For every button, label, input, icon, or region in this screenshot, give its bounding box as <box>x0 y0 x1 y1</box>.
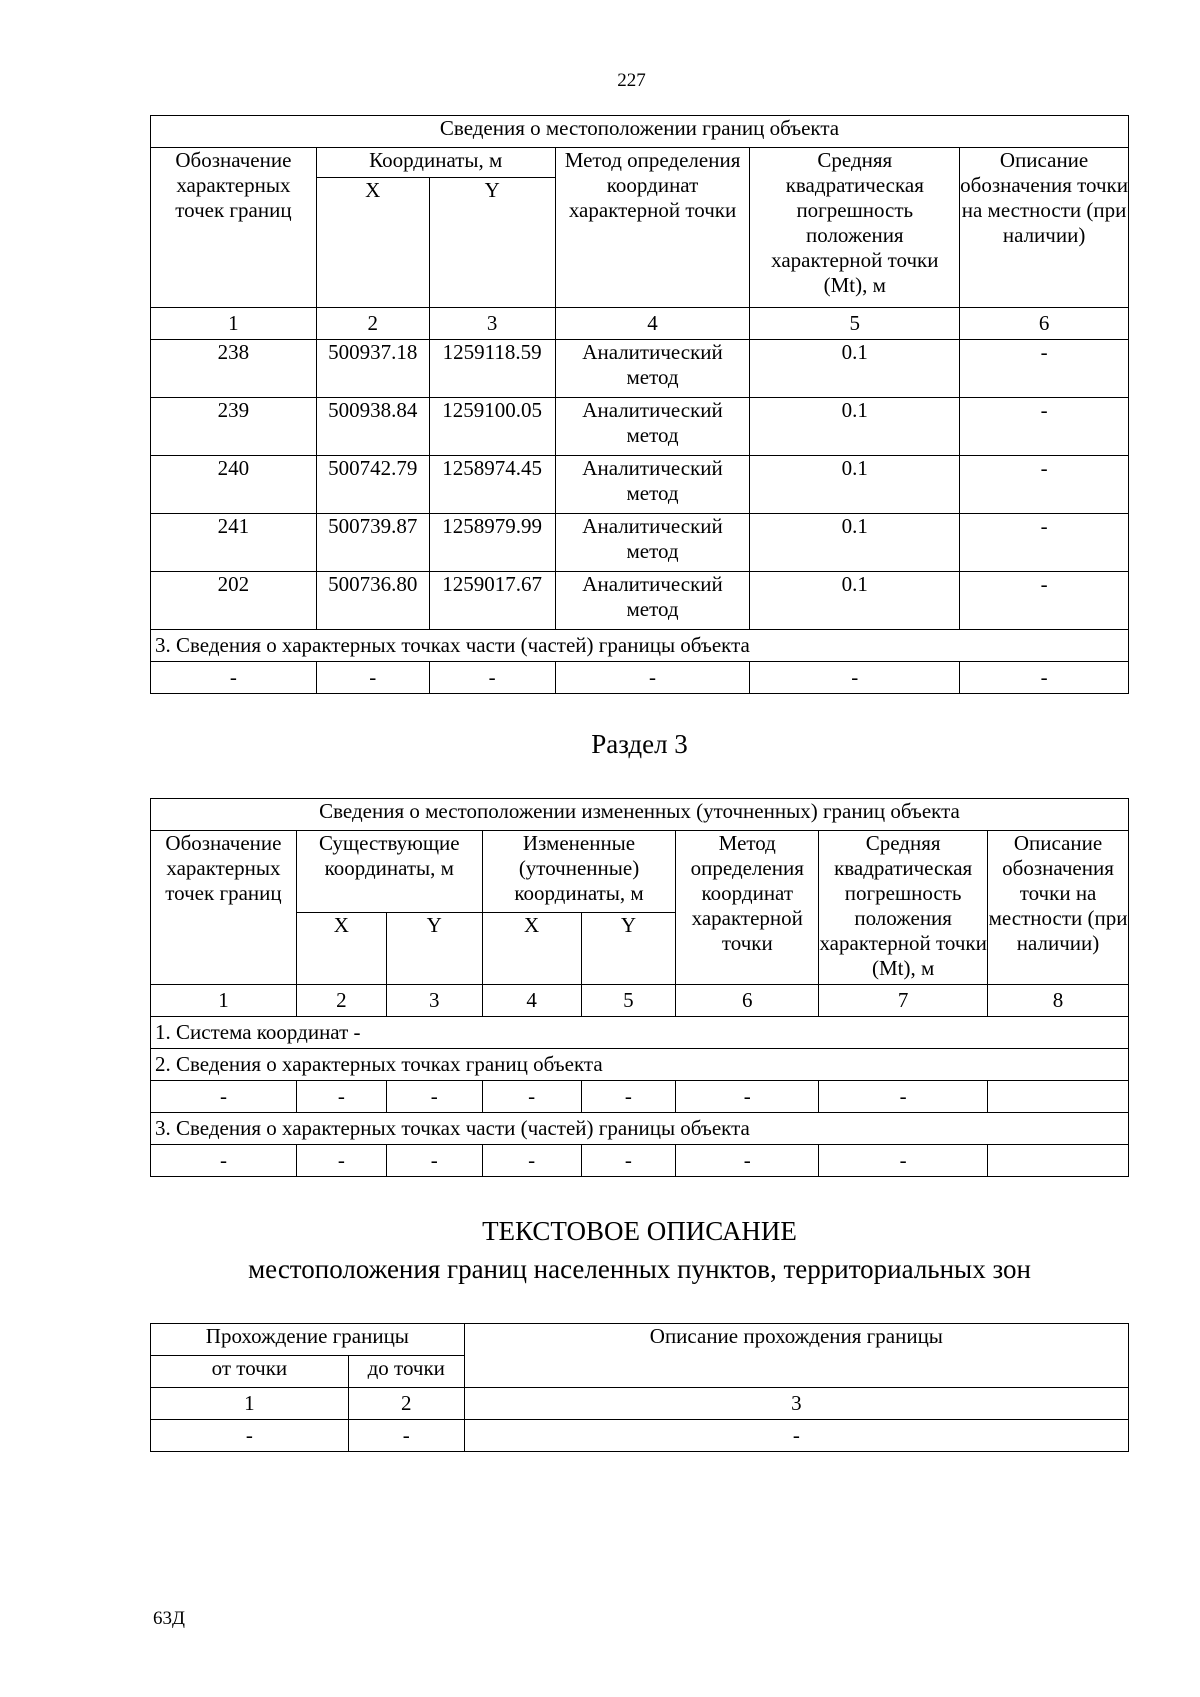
empty-cell: - <box>676 1145 819 1177</box>
table-row <box>151 340 1129 398</box>
coord-x: 500937.18 <box>316 340 429 398</box>
header-changed-coords: Измененные (уточненные) координаты, м <box>482 831 676 913</box>
method: Аналитический метод <box>555 340 750 398</box>
header-point: Обозначение характерных точек границ <box>151 148 317 308</box>
coord-x: 500736.80 <box>316 572 429 630</box>
header-description: Описание обозначения точки на местности (при наличии) <box>960 148 1129 308</box>
empty-cell: - <box>555 662 750 694</box>
empty-cell: - <box>296 1145 386 1177</box>
header-method: Метод определения координат характерной точки <box>676 831 819 985</box>
col-number: 4 <box>482 985 581 1017</box>
column-numbers-row <box>151 985 1129 1017</box>
col-number: 1 <box>151 1388 349 1420</box>
point-description: - <box>960 572 1129 630</box>
empty-cell: - <box>960 662 1129 694</box>
section-label: 2. Сведения о характерных точках границ объекта <box>151 1049 1129 1081</box>
header-to-point: до точки <box>348 1356 464 1388</box>
point-id: 240 <box>151 456 317 514</box>
header-point: Обозначение характерных точек границ <box>151 831 297 985</box>
header-passage-description: Описание прохождения границы <box>464 1324 1128 1388</box>
table-row <box>151 1420 1129 1452</box>
col-number: 3 <box>464 1388 1128 1420</box>
col-number: 5 <box>750 308 960 340</box>
coord-x: 500938.84 <box>316 398 429 456</box>
header-from-point: от точки <box>151 1356 349 1388</box>
empty-cell: - <box>819 1081 988 1113</box>
empty-cell: - <box>151 1081 297 1113</box>
col-number: 8 <box>988 985 1129 1017</box>
boundary-passage-table <box>150 1323 1129 1452</box>
coord-y: 1259017.67 <box>429 572 555 630</box>
empty-cell: - <box>581 1145 676 1177</box>
header-x: X <box>296 913 386 985</box>
empty-cell: - <box>819 1145 988 1177</box>
col-number: 3 <box>386 985 482 1017</box>
coord-x: 500739.87 <box>316 514 429 572</box>
col-number: 2 <box>316 308 429 340</box>
header-x: X <box>316 178 429 308</box>
table-row <box>151 1081 1129 1113</box>
header-y: Y <box>386 913 482 985</box>
table-row <box>151 662 1129 694</box>
changed-boundary-table <box>150 798 1129 1177</box>
header-y: Y <box>581 913 676 985</box>
table-caption: Сведения о местоположении измененных (уточненных) границ объекта <box>151 799 1129 831</box>
text-description-subtitle: местоположения границ населенных пунктов, территориальных зон <box>248 1254 1031 1284</box>
empty-cell: - <box>482 1145 581 1177</box>
coord-y: 1258974.45 <box>429 456 555 514</box>
empty-cell: - <box>296 1081 386 1113</box>
error-value: 0.1 <box>750 514 960 572</box>
method: Аналитический метод <box>555 514 750 572</box>
col-number: 1 <box>151 308 317 340</box>
error-value: 0.1 <box>750 572 960 630</box>
header-x: X <box>482 913 581 985</box>
point-id: 202 <box>151 572 317 630</box>
empty-cell: - <box>464 1420 1128 1452</box>
empty-cell: - <box>151 1420 349 1452</box>
empty-cell: - <box>151 1145 297 1177</box>
text-description-title: ТЕКСТОВОЕ ОПИСАНИЕ <box>482 1216 797 1246</box>
coord-y: 1259118.59 <box>429 340 555 398</box>
empty-cell: - <box>750 662 960 694</box>
header-existing-coords: Существующие координаты, м <box>296 831 482 913</box>
column-numbers-row <box>151 1388 1129 1420</box>
section-label: 1. Система координат - <box>151 1017 1129 1049</box>
coord-y: 1258979.99 <box>429 514 555 572</box>
col-number: 6 <box>960 308 1129 340</box>
coord-y: 1259100.05 <box>429 398 555 456</box>
boundary-location-table <box>150 115 1129 694</box>
method: Аналитический метод <box>555 572 750 630</box>
point-description: - <box>960 398 1129 456</box>
empty-cell: - <box>151 662 317 694</box>
table-row <box>151 1145 1129 1177</box>
column-numbers-row <box>151 308 1129 340</box>
empty-cell: - <box>482 1081 581 1113</box>
empty-cell: - <box>581 1081 676 1113</box>
section-title: Раздел 3 <box>591 729 688 759</box>
col-number: 6 <box>676 985 819 1017</box>
point-description: - <box>960 340 1129 398</box>
col-number: 4 <box>555 308 750 340</box>
empty-cell: - <box>676 1081 819 1113</box>
page-number: 227 <box>617 70 646 91</box>
error-value: 0.1 <box>750 340 960 398</box>
point-description: - <box>960 514 1129 572</box>
empty-cell: - <box>386 1145 482 1177</box>
empty-cell: - <box>348 1420 464 1452</box>
table-row <box>151 572 1129 630</box>
header-passage: Прохождение границы <box>151 1324 465 1356</box>
col-number: 5 <box>581 985 676 1017</box>
point-id: 239 <box>151 398 317 456</box>
header-error: Средняя квадратическая погрешность положения характерной точки (Mt), м <box>750 148 960 308</box>
method: Аналитический метод <box>555 398 750 456</box>
header-method: Метод определения координат характерной точки <box>555 148 750 308</box>
col-number: 1 <box>151 985 297 1017</box>
method: Аналитический метод <box>555 456 750 514</box>
coord-x: 500742.79 <box>316 456 429 514</box>
col-number: 2 <box>296 985 386 1017</box>
header-y: Y <box>429 178 555 308</box>
empty-cell <box>988 1081 1129 1113</box>
table-row <box>151 456 1129 514</box>
header-error: Средняя квадратическая погрешность положения характерной точки (Mt), м <box>819 831 988 985</box>
error-value: 0.1 <box>750 456 960 514</box>
header-coords: Координаты, м <box>316 148 555 178</box>
empty-cell: - <box>316 662 429 694</box>
col-number: 7 <box>819 985 988 1017</box>
empty-cell <box>988 1145 1129 1177</box>
empty-cell: - <box>386 1081 482 1113</box>
table-caption: Сведения о местоположении границ объекта <box>151 116 1129 148</box>
error-value: 0.1 <box>750 398 960 456</box>
col-number: 3 <box>429 308 555 340</box>
section-label: 3. Сведения о характерных точках части (частей) границы объекта <box>151 1113 1129 1145</box>
header-description: Описание обозначения точки на местности (при наличии) <box>988 831 1129 985</box>
point-id: 238 <box>151 340 317 398</box>
table-row <box>151 514 1129 572</box>
table-row <box>151 398 1129 456</box>
footer-code: 63Д <box>153 1608 185 1629</box>
col-number: 2 <box>348 1388 464 1420</box>
point-id: 241 <box>151 514 317 572</box>
section-label: 3. Сведения о характерных точках части (частей) границы объекта <box>151 630 1129 662</box>
empty-cell: - <box>429 662 555 694</box>
point-description: - <box>960 456 1129 514</box>
